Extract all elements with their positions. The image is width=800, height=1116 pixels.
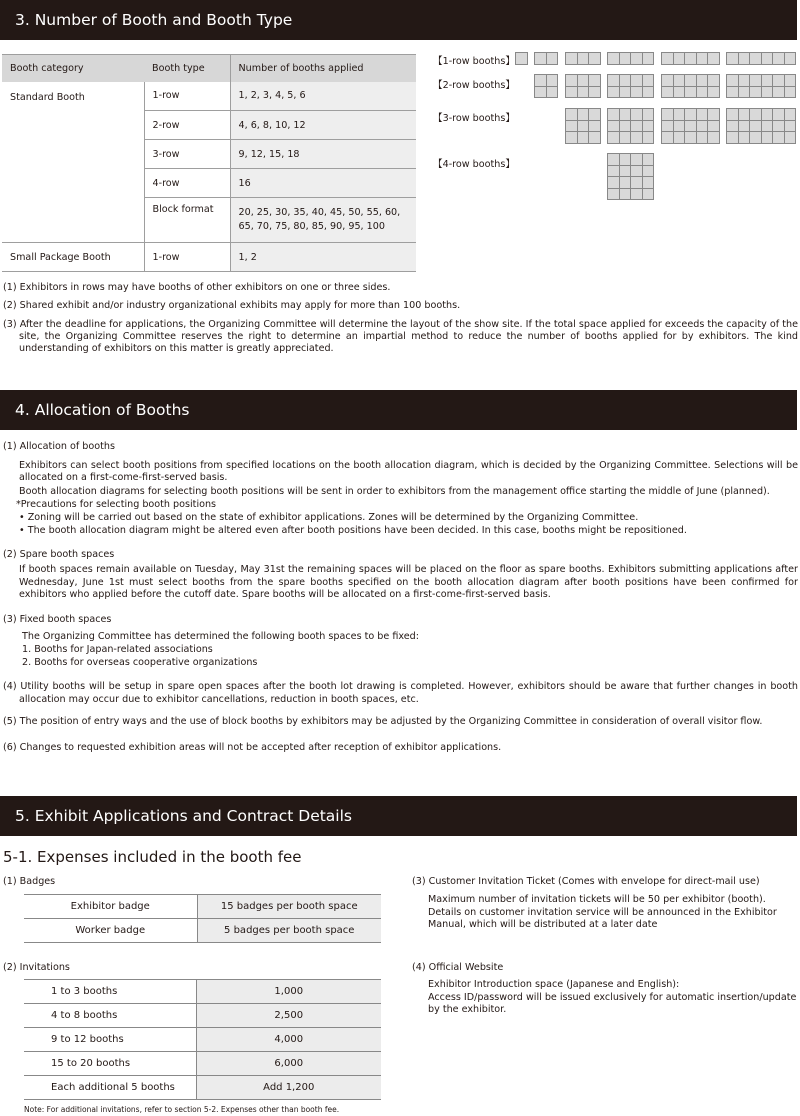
expenses-subtitle: 5-1. Expenses included in the booth fee [3,848,302,866]
booth-cell [697,121,709,133]
booth-cell [566,132,578,144]
spare-heading: (2) Spare booth spaces [3,549,115,560]
booth-cell [535,75,547,87]
customer-ticket-heading: (3) Customer Invitation Ticket (Comes with envelope for direct-mail use) [412,876,760,887]
inv-label: 9 to 12 booths [24,1028,196,1052]
fixed-text-b: 1. Booths for Japan-related associations [22,644,213,655]
booth-cell [631,189,643,201]
booth-cell [750,132,762,144]
booth-cell [608,75,620,87]
booth-cell [727,121,739,133]
cell-number: 1, 2 [230,243,416,272]
booth-cell [578,53,590,65]
booth-cell [697,87,709,99]
cell-type: 2-row [144,111,230,140]
cell-number: 4, 6, 8, 10, 12 [230,111,416,140]
booth-cell [631,121,643,133]
booth-cell [674,121,686,133]
booth-cell [547,87,559,99]
cell-number: 9, 12, 15, 18 [230,140,416,169]
booth-cell [643,109,655,121]
cell-type: 1-row [144,82,230,111]
col-header: Number of booths applied [230,55,416,82]
booth-cell [643,87,655,99]
booth-cell [662,109,674,121]
booth-cell [773,132,785,144]
booth-cell [785,75,797,87]
diagram-label-4row: 【4-row booths】 [433,159,515,170]
booth-cell [685,87,697,99]
section-5-header: 5. Exhibit Applications and Contract Details [0,796,797,836]
booth-cell [608,87,620,99]
booth-cell [589,121,601,133]
booth-cell [631,53,643,65]
booth-cell [620,53,632,65]
booth-cell [620,154,632,166]
invitations-table [24,979,381,1100]
booth-cell [685,121,697,133]
booth-cell [589,87,601,99]
booth-grid [726,52,796,65]
booth-cell [785,87,797,99]
booth-cell [643,189,655,201]
booth-cell [608,109,620,121]
booth-cell [708,121,720,133]
booth-cell [566,121,578,133]
badges-table [24,894,381,943]
booth-cell [608,53,620,65]
inv-value: 2,500 [196,1004,381,1028]
booth-cell [762,132,774,144]
booth-cell [620,166,632,178]
fixed-text-c: 2. Booths for overseas cooperative organizations [22,657,258,668]
cell-category: Small Package Booth [2,243,144,272]
inv-value: 1,000 [196,980,381,1004]
booth-cell [708,109,720,121]
booth-cell [631,154,643,166]
booth-grid [565,74,601,98]
alloc-text-e: • The booth allocation diagram might be altered even after booth positions have been decided. In this case, booths might be repositioned. [19,525,687,536]
booth-type-table [2,54,416,272]
website-b: Access ID/password will be issued exclusively for automatic insertion/update by the exhibitor. [428,992,797,1015]
booth-cell [727,109,739,121]
booth-cell [674,87,686,99]
booth-cell [739,53,751,65]
booth-cell [608,132,620,144]
booth-cell [762,121,774,133]
booth-cell [631,132,643,144]
inv-label: 1 to 3 booths [24,980,196,1004]
cell-category: Standard Booth [10,91,85,103]
booth-cell [620,121,632,133]
booth-cell [643,177,655,189]
booth-cell [620,109,632,121]
booth-cell [708,132,720,144]
booth-grid [607,74,654,98]
diagram-label-3row: 【3-row booths】 [433,113,515,124]
badge-value: 5 badges per booth space [197,919,381,943]
booth-cell [762,87,774,99]
alloc-text-a: Exhibitors can select booth positions from specified locations on the booth allocation diagram, which is decided by the Organizing Committee. Selections will be allocated on a first-come-first-served basis. [19,460,798,483]
booth-cell [620,189,632,201]
booth-cell [750,87,762,99]
booth-cell [662,75,674,87]
booth-cell [727,75,739,87]
booth-cell [578,75,590,87]
booth-cell [643,53,655,65]
booth-cell [547,75,559,87]
booth-cell [697,75,709,87]
booth-cell [674,109,686,121]
booth-cell [685,109,697,121]
booth-cell [608,166,620,178]
booth-cell [773,53,785,65]
fixed-heading: (3) Fixed booth spaces [3,614,112,625]
booth-cell [685,75,697,87]
booth-cell [631,177,643,189]
diagram-label-2row: 【2-row booths】 [433,80,515,91]
booth-cell [750,75,762,87]
booth-cell [589,132,601,144]
note-3: (3) After the deadline for applications, the Organizing Committee will determine the layout of the show site. If the total space applied for exceeds the capacity of the site, the Organizing Committee reserves the right to determine an impartial method to reduce the number of booths applied for by exhibitors. The kind understanding of exhibitors on this matter is greatly appreciated. [3,319,798,354]
inv-label: Each additional 5 booths [24,1076,196,1100]
alloc-heading: (1) Allocation of booths [3,441,115,452]
booth-cell [608,154,620,166]
booth-cell [773,87,785,99]
alloc-text-b: Booth allocation diagrams for selecting booth positions will be sent in order to exhibitors from the management office starting the middle of June (planned). [19,486,770,497]
booth-cell [762,109,774,121]
note-1: (1) Exhibitors in rows may have booths of other exhibitors on one or three sides. [3,282,391,293]
booth-cell [674,53,686,65]
inv-label: 15 to 20 booths [24,1052,196,1076]
cell-type: 3-row [144,140,230,169]
section-3-header: 3. Number of Booth and Booth Type [0,0,797,40]
booth-cell [547,53,559,65]
booth-cell [578,132,590,144]
cell-number: 16 [230,169,416,198]
booth-cell [620,75,632,87]
booth-cell [566,109,578,121]
booth-cell [620,132,632,144]
booth-grid [726,74,796,98]
booth-cell [708,53,720,65]
inv-label: 4 to 8 booths [24,1004,196,1028]
booth-cell [589,53,601,65]
booth-cell [608,177,620,189]
booth-cell [685,53,697,65]
booth-cell [643,166,655,178]
booth-cell [739,132,751,144]
booth-cell [727,53,739,65]
alloc-text-c: *Precautions for selecting booth positions [16,499,217,510]
booth-cell [566,87,578,99]
booth-cell [750,53,762,65]
alloc-text-d: • Zoning will be carried out based on the state of exhibitor applications. Zones will be determined by the Organizing Committee. [19,512,639,523]
booth-cell [785,109,797,121]
booth-cell [674,132,686,144]
booth-cell [662,132,674,144]
booth-cell [620,177,632,189]
utility-note: (4) Utility booths will be setup in spare open spaces after the booth lot drawing is completed. However, exhibitors should be aware that further changes in booth allocation may occur due to exhibitor cancellations, reduction in booth spaces, etc. [3,681,798,705]
booth-cell [727,132,739,144]
booth-cell [708,75,720,87]
customer-ticket-a: Maximum number of invitation tickets will be 50 per exhibitor (booth). [428,894,766,905]
badge-value: 15 badges per booth space [197,895,381,919]
website-heading: (4) Official Website [412,962,504,973]
booth-cell [773,109,785,121]
booth-cell [643,75,655,87]
booth-cell [697,132,709,144]
note-2: (2) Shared exhibit and/or industry organizational exhibits may apply for more than 100 booths. [3,300,461,311]
booth-cell [535,53,547,65]
badge-label: Exhibitor badge [24,895,197,919]
customer-ticket-b: Details on customer invitation service will be announced in the Exhibitor Manual, which will be distributed at a later date [428,907,777,930]
changes-note: (6) Changes to requested exhibition areas will not be accepted after reception of exhibitor applications. [3,742,502,753]
booth-grid [607,153,654,200]
booth-cell [535,87,547,99]
booth-cell [727,87,739,99]
booth-cell [643,121,655,133]
booth-grid [726,108,796,144]
booth-cell [608,189,620,201]
booth-cell [631,87,643,99]
inv-value: 6,000 [196,1052,381,1076]
inv-value: Add 1,200 [196,1076,381,1100]
booth-grid [607,52,654,65]
booth-cell [739,75,751,87]
booth-grid [565,52,601,65]
booth-cell [631,166,643,178]
booth-grid [661,108,720,144]
booth-cell [773,75,785,87]
col-header: Booth category [2,55,144,82]
booth-cell [762,53,774,65]
cell-number: 20, 25, 30, 35, 40, 45, 50, 55, 60, 65, 70, 75, 80, 85, 90, 95, 100 [230,198,416,243]
booth-cell [643,154,655,166]
cell-type: 4-row [144,169,230,198]
booth-cell [750,109,762,121]
badge-label: Worker badge [24,919,197,943]
booth-grid [607,108,654,144]
booth-cell [708,87,720,99]
booth-cell [785,53,797,65]
booth-cell [631,75,643,87]
booth-cell [662,121,674,133]
booth-cell [578,109,590,121]
cell-type: Block format [144,198,230,243]
col-header: Booth type [144,55,230,82]
spare-text: If booth spaces remain available on Tuesday, May 31st the remaining spaces will be placed on the floor as spare booths. Exhibitors submitting applications after Wednesday, June 1st must select booths from the spare booths specified on the booth allocation diagram after booth positions have been confirmed for exhibitors who applied before the cutoff date. Spare booths will be allocated on a first-come-first-served basis. [19,564,798,600]
booth-cell [674,75,686,87]
booth-cell [739,121,751,133]
badges-heading: (1) Badges [3,876,56,887]
invitations-heading: (2) Invitations [3,962,70,973]
booth-cell [643,132,655,144]
booth-cell [516,53,528,65]
booth-cell [566,53,578,65]
booth-cell [589,109,601,121]
booth-cell [662,87,674,99]
booth-grid [565,108,601,144]
booth-cell [762,75,774,87]
booth-grid [534,52,558,65]
booth-grid [515,52,528,65]
booth-cell [631,109,643,121]
booth-cell [589,75,601,87]
booth-cell [750,121,762,133]
booth-cell [785,132,797,144]
booth-cell [662,53,674,65]
booth-cell [697,53,709,65]
booth-cell [578,87,590,99]
diagram-label-1row: 【1-row booths】 [433,56,515,67]
booth-cell [773,121,785,133]
booth-cell [685,132,697,144]
booth-cell [739,109,751,121]
cell-number: 1, 2, 3, 4, 5, 6 [230,82,416,111]
invitations-note: Note: For additional invitations, refer to section 5-2. Expenses other than booth fee. [24,1105,340,1114]
booth-cell [608,121,620,133]
booth-cell [578,121,590,133]
entry-note: (5) The position of entry ways and the use of block booths by exhibitors may be adjusted by the Organizing Committee in consideration of overall visitor flow. [3,716,763,727]
booth-cell [785,121,797,133]
website-a: Exhibitor Introduction space (Japanese and English): [428,979,680,990]
inv-value: 4,000 [196,1028,381,1052]
booth-grid [661,74,720,98]
booth-grid [534,74,558,98]
booth-cell [739,87,751,99]
cell-type: 1-row [144,243,230,272]
booth-cell [697,109,709,121]
booth-grid [661,52,720,65]
section-4-header: 4. Allocation of Booths [0,390,797,430]
booth-cell [620,87,632,99]
fixed-text-a: The Organizing Committee has determined the following booth spaces to be fixed: [22,631,419,642]
booth-cell [566,75,578,87]
